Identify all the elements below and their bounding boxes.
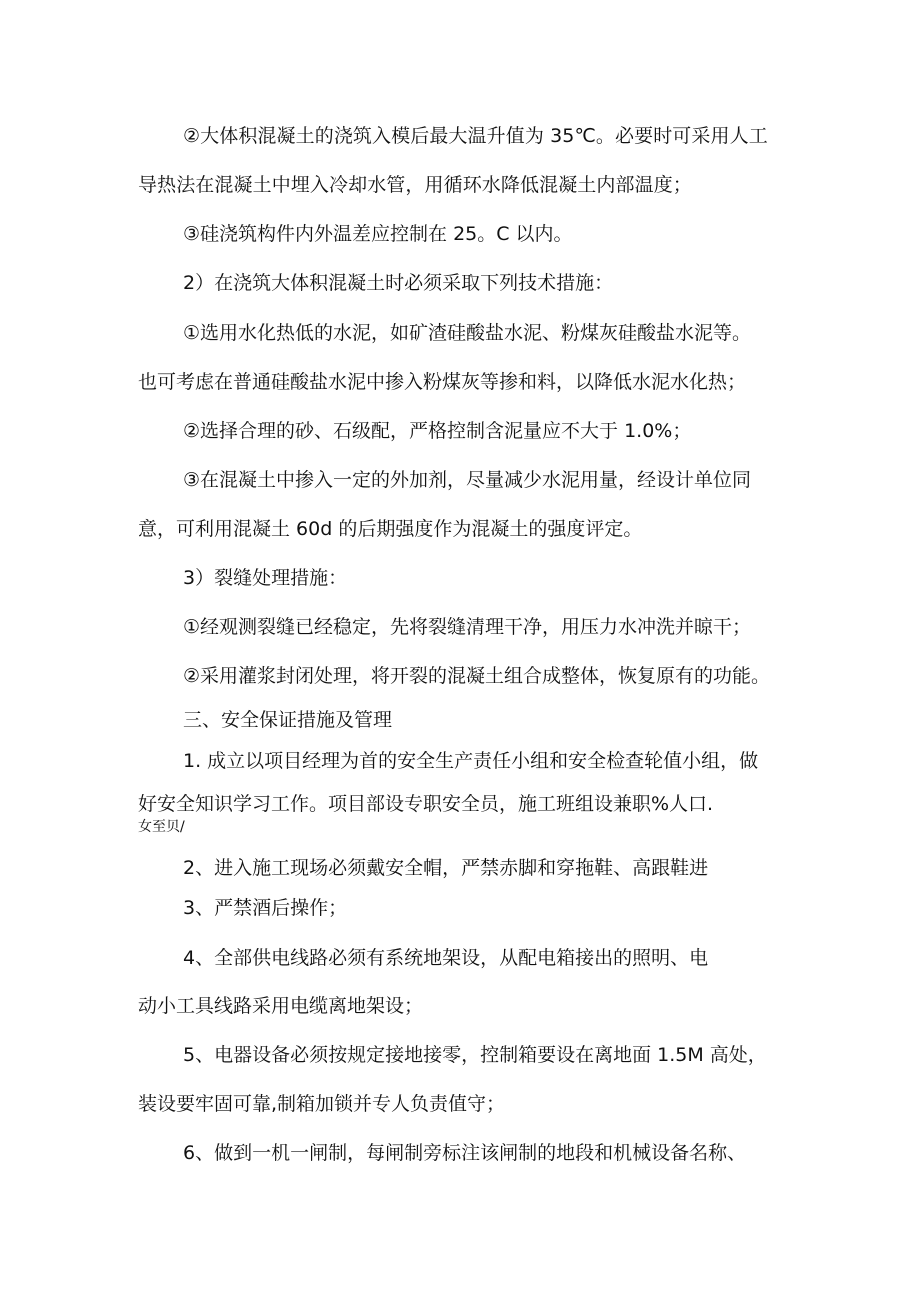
paragraph-line: ①经观测裂缝已经稳定，先将裂缝清理干净，用压力水冲洗并晾干； xyxy=(183,616,752,638)
paragraph-line: 1. 成立以项目经理为首的安全生产责任小组和安全检查轮值小组，做 xyxy=(183,750,759,772)
paragraph-line: 好安全知识学习工作。项目部设专职安全员，施工班组设兼职%人口. xyxy=(138,793,714,815)
paragraph-line: 2、进入施工现场必须戴安全帽，严禁赤脚和穿拖鞋、高跟鞋进 xyxy=(183,857,709,879)
paragraph-line: 3、严禁酒后操作； xyxy=(183,897,348,919)
paragraph-line: ③硅浇筑构件内外温差应控制在 25。C 以内。 xyxy=(183,223,573,245)
paragraph-line: ③在混凝土中掺入一定的外加剂，尽量减少水泥用量，经设计单位同 xyxy=(183,469,752,491)
paragraph-line: 装设要牢固可靠,制箱加锁并专人负责值守； xyxy=(138,1093,506,1115)
paragraph-line: 5、电器设备必须按规定接地接零，控制箱要设在离地面 1.5M 高处， xyxy=(183,1044,767,1066)
paragraph-line: 也可考虑在普通硅酸盐水泥中掺入粉煤灰等掺和料，以降低水泥水化热； xyxy=(138,371,747,393)
paragraph-line: 意，可利用混凝土 60d 的后期强度作为混凝土的强度评定。 xyxy=(138,518,643,540)
paragraph-line: ②选择合理的砂、石级配，严格控制含泥量应不大于 1.0%； xyxy=(183,420,692,442)
paragraph-line: ②采用灌浆封闭处理，将开裂的混凝土组合成整体，恢复原有的功能。 xyxy=(183,665,771,687)
paragraph-line: 6、做到一机一闸制，每闸制旁标注该闸制的地段和机械设备名称、 xyxy=(183,1142,747,1164)
paragraph-line: ①选用水化热低的水泥，如矿渣硅酸盐水泥、粉煤灰硅酸盐水泥等。 xyxy=(183,322,752,344)
paragraph-line: 2）在浇筑大体积混凝土时必须采取下列技术措施： xyxy=(183,272,614,294)
paragraph-line: 女至贝/ xyxy=(138,819,185,835)
paragraph-line: 4、全部供电线路必须有系统地架设，从配电箱接出的照明、电 xyxy=(183,947,709,969)
paragraph-line: ②大体积混凝土的浇筑入模后最大温升值为 35℃。必要时可采用人工 xyxy=(183,125,768,147)
section-heading: 三、安全保证措施及管理 xyxy=(183,709,393,731)
section-heading: 3）裂缝处理措施： xyxy=(183,567,348,589)
paragraph-line: 导热法在混凝土中埋入冷却水管，用循环水降低混凝土内部温度； xyxy=(138,174,692,196)
paragraph-line: 动小工具线路采用电缆离地架设； xyxy=(138,995,424,1017)
